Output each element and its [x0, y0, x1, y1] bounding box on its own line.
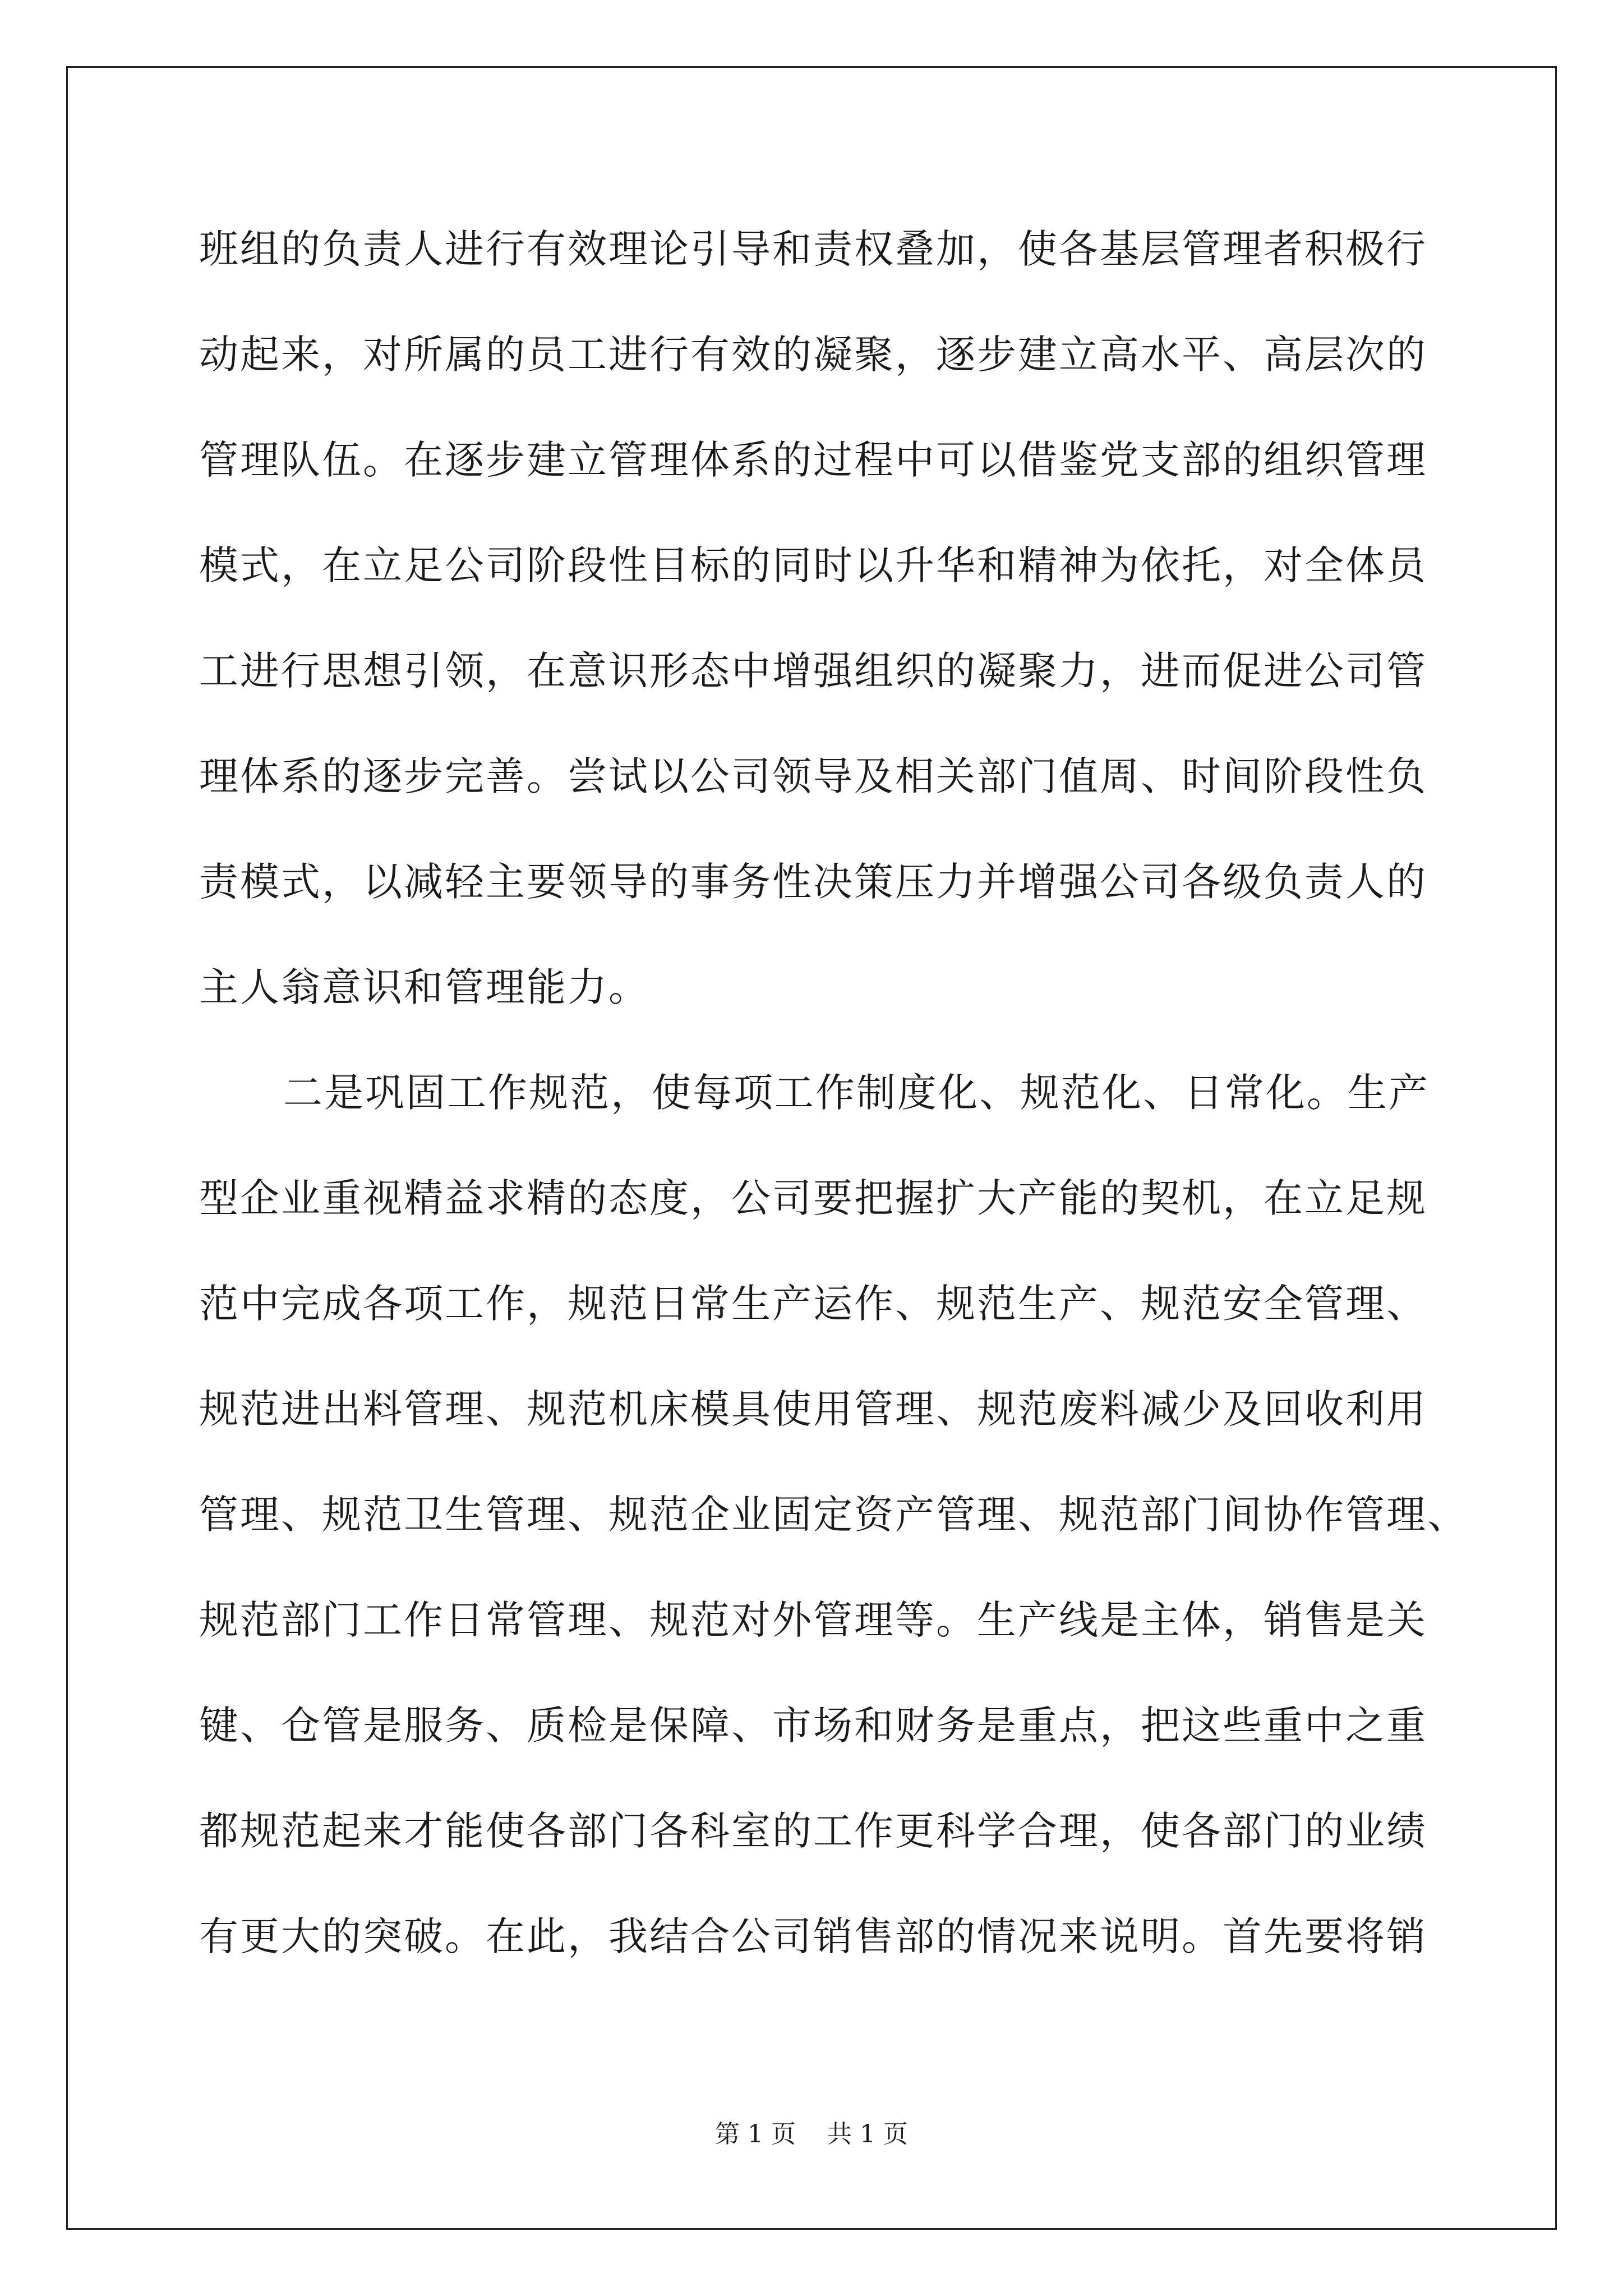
paragraph-start-line: 二是巩固工作规范，使每项工作制度化、规范化、日常化。生产: [283, 1070, 1430, 1116]
text-line: 理体系的逐步完善。尝试以公司领导及相关部门值周、时间阶段性负: [199, 753, 1427, 799]
text-line: 工进行思想引领，在意识形态中增强组织的凝聚力，进而促进公司管: [199, 648, 1427, 694]
text-line: 动起来，对所属的员工进行有效的凝聚，逐步建立高水平、高层次的: [199, 332, 1427, 378]
text-line: 型企业重视精益求精的态度，公司要把握扩大产能的契机，在立足规: [199, 1175, 1427, 1221]
text-line: 都规范起来才能使各部门各科室的工作更科学合理，使各部门的业绩: [199, 1808, 1427, 1854]
page-number-footer: 第 1 页 共 1 页: [715, 2120, 908, 2148]
text-line: 管理队伍。在逐步建立管理体系的过程中可以借鉴党支部的组织管理: [199, 437, 1427, 483]
text-line: 有更大的突破。在此，我结合公司销售部的情况来说明。首先要将销: [199, 1913, 1427, 1959]
text-line: 模式，在立足公司阶段性目标的同时以升华和精神为依托，对全体员: [199, 542, 1427, 588]
text-line: 范中完成各项工作，规范日常生产运作、规范生产、规范安全管理、: [199, 1281, 1427, 1327]
text-line: 责模式，以减轻主要领导的事务性决策压力并增强公司各级负责人的: [199, 859, 1427, 905]
text-line: 键、仓管是服务、质检是保障、市场和财务是重点，把这些重中之重: [199, 1703, 1427, 1749]
text-line: 主人翁意识和管理能力。: [199, 964, 649, 1010]
document-body: [199, 216, 1468, 2009]
text-line: 规范进出料管理、规范机床模具使用管理、规范废料减少及回收利用: [199, 1386, 1427, 1432]
text-line: 管理、规范卫生管理、规范企业固定资产管理、规范部门间协作管理、: [199, 1492, 1468, 1538]
text-line: 规范部门工作日常管理、规范对外管理等。生产线是主体，销售是关: [199, 1597, 1427, 1643]
text-line: 班组的负责人进行有效理论引导和责权叠加，使各基层管理者积极行: [199, 226, 1427, 272]
